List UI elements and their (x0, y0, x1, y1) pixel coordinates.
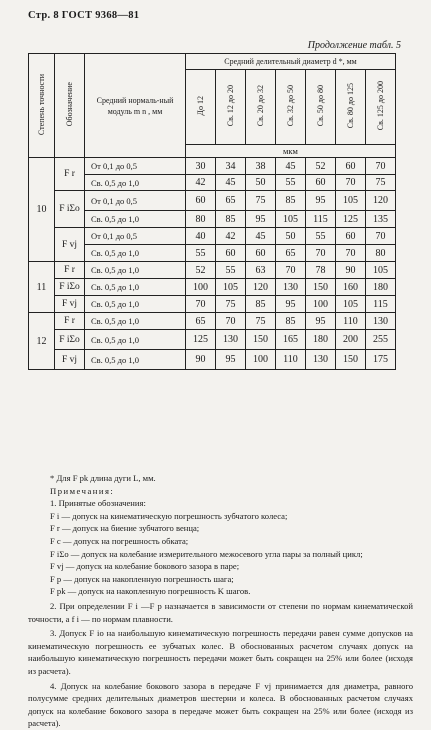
accuracy-grade: 11 (29, 262, 55, 313)
module-range: Св. 0,5 до 1,0 (85, 175, 186, 191)
note-item: F c — допуск на погрешность обката; (50, 535, 189, 546)
tolerance-value: 105 (366, 262, 396, 279)
diameter-col-header: Св. 80 до 125 (336, 70, 366, 145)
tolerance-value: 75 (216, 296, 246, 313)
header-unit: мкм (186, 145, 396, 158)
tolerance-symbol: F r (55, 158, 85, 191)
tolerance-value: 65 (216, 191, 246, 211)
accuracy-grade: 10 (29, 158, 55, 262)
table-row (29, 330, 396, 350)
tolerance-value: 85 (276, 313, 306, 330)
notes-block (28, 472, 413, 730)
note-item: F i — допуск на кинематическую погрешность зубчатого колеса; (50, 510, 288, 521)
table-row (29, 211, 396, 228)
tolerance-value: 200 (336, 330, 366, 350)
tolerance-value: 100 (186, 279, 216, 296)
tolerance-value: 90 (186, 350, 216, 370)
tolerance-symbol: F vj (55, 350, 85, 370)
table-row (29, 279, 396, 296)
tolerance-symbol: F iΣo (55, 191, 85, 228)
module-range: Св. 0,5 до 1,0 (85, 330, 186, 350)
tolerance-value: 85 (216, 211, 246, 228)
note-item: 1. Принятые обозначения: (50, 498, 146, 509)
tolerance-value: 65 (276, 245, 306, 262)
table-row (29, 228, 396, 245)
tolerance-value: 180 (366, 279, 396, 296)
module-range: Св. 0,5 до 1,0 (85, 350, 186, 370)
tolerance-value: 105 (276, 211, 306, 228)
table-row (29, 245, 396, 262)
tolerance-value: 70 (366, 228, 396, 245)
tolerance-value: 95 (306, 313, 336, 330)
tolerance-value: 45 (216, 175, 246, 191)
tolerance-value: 60 (186, 191, 216, 211)
tolerance-value: 75 (246, 191, 276, 211)
table-row (29, 262, 396, 279)
tolerance-value: 125 (186, 330, 216, 350)
tolerance-value: 70 (216, 313, 246, 330)
note-item: F pk — допуск на накопленную погрешность K шагов. (50, 586, 251, 597)
tolerance-value: 42 (186, 175, 216, 191)
tolerance-value: 50 (276, 228, 306, 245)
diameter-col-header: Св. 50 до 80 (306, 70, 336, 145)
tolerance-table (28, 53, 396, 370)
tolerance-value: 95 (306, 191, 336, 211)
tolerance-value: 60 (336, 158, 366, 175)
note-item: F r — допуск на биение зубчатого венца; (50, 523, 200, 534)
header-accuracy-grade: Степень точности (29, 54, 55, 158)
tolerance-symbol: F vj (55, 296, 85, 313)
table-row (29, 350, 396, 370)
table-row (29, 191, 396, 211)
tolerance-symbol: F vj (55, 228, 85, 262)
tolerance-value: 30 (186, 158, 216, 175)
diameter-col-header: Св. 20 до 32 (246, 70, 276, 145)
tolerance-value: 50 (246, 175, 276, 191)
note-item: 4. Допуск на колебание бокового зазора в передаче F vj принимается для диаметра, равного полусумме средних делительных диаметров шестерни и колеса. В обоснованных расчетом случаях допуск на колебание бокового зазора в передаче может быть сокращен на 25% или более (исходя из расчета). (28, 680, 413, 729)
module-range: От 0,1 до 0,5 (85, 191, 186, 211)
tolerance-value: 150 (306, 279, 336, 296)
tolerance-value: 100 (306, 296, 336, 313)
tolerance-value: 130 (306, 350, 336, 370)
tolerance-symbol: F iΣo (55, 330, 85, 350)
module-range: От 0,1 до 0,5 (85, 228, 186, 245)
tolerance-value: 70 (186, 296, 216, 313)
tolerance-value: 55 (216, 262, 246, 279)
tolerance-value: 115 (366, 296, 396, 313)
tolerance-value: 130 (216, 330, 246, 350)
tolerance-value: 120 (246, 279, 276, 296)
tolerance-value: 105 (216, 279, 246, 296)
tolerance-value: 70 (306, 245, 336, 262)
note-item: F vj — допуск на колебание бокового зазора в паре; (50, 561, 240, 572)
accuracy-grade: 12 (29, 313, 55, 370)
note-item: 3. Допуск F io на наибольшую кинематическую погрешность передачи равен сумме допусков на кинематическую погрешность ее зубчатых колес. В обоснованных расчетом случаях допуск на наибольшую кинематическую погрешность передачи может быть сокращен на 25% или более (исходя из расчета). (28, 628, 413, 676)
tolerance-value: 38 (246, 158, 276, 175)
tolerance-value: 130 (366, 313, 396, 330)
tolerance-value: 80 (186, 211, 216, 228)
module-range: Св. 0,5 до 1,0 (85, 245, 186, 262)
tolerance-value: 80 (366, 245, 396, 262)
tolerance-value: 135 (366, 211, 396, 228)
tolerance-value: 85 (246, 296, 276, 313)
tolerance-value: 70 (336, 245, 366, 262)
tolerance-value: 55 (306, 228, 336, 245)
note-item: 2. При определении F i —F p назначается в зависимости от степени по нормам кинематической точности, а f i — по нормам плавности. (28, 600, 413, 624)
header-diameter: Средний делительный диаметр d *, мм (186, 54, 396, 70)
table-row (29, 296, 396, 313)
tolerance-value: 63 (246, 262, 276, 279)
tolerance-value: 160 (336, 279, 366, 296)
module-range: Св. 0,5 до 1,0 (85, 262, 186, 279)
header-symbol: Обозначение (55, 54, 85, 158)
tolerance-value: 180 (306, 330, 336, 350)
notes-heading: Примечания: (50, 485, 115, 496)
tolerance-value: 70 (276, 262, 306, 279)
tolerance-value: 75 (246, 313, 276, 330)
diameter-col-header: Св. 12 до 20 (216, 70, 246, 145)
tolerance-value: 60 (216, 245, 246, 262)
tolerance-value: 110 (276, 350, 306, 370)
tolerance-value: 75 (366, 175, 396, 191)
note-item: F p — допуск на накопленную погрешность шага; (50, 573, 234, 584)
tolerance-value: 60 (306, 175, 336, 191)
page-header: Стр. 8 ГОСТ 9368—81 (28, 10, 140, 21)
diameter-col-header: Св. 125 до 200 (366, 70, 396, 145)
tolerance-value: 255 (366, 330, 396, 350)
tolerance-value: 45 (246, 228, 276, 245)
tolerance-value: 130 (276, 279, 306, 296)
tolerance-value: 105 (336, 191, 366, 211)
header-module: Средний нормаль-ный модуль m n , мм (85, 54, 186, 158)
tolerance-value: 52 (306, 158, 336, 175)
tolerance-value: 165 (276, 330, 306, 350)
tolerance-value: 34 (216, 158, 246, 175)
module-range: Св. 0,5 до 1,0 (85, 279, 186, 296)
table-row (29, 313, 396, 330)
tolerance-value: 115 (306, 211, 336, 228)
tolerance-value: 60 (246, 245, 276, 262)
module-range: От 0,1 до 0,5 (85, 158, 186, 175)
diameter-col-header: До 12 (186, 70, 216, 145)
tolerance-symbol: F iΣo (55, 279, 85, 296)
note-item: F iΣo — допуск на колебание измерительного межосевого угла пары за полный цикл; (50, 548, 363, 559)
tolerance-value: 78 (306, 262, 336, 279)
tolerance-value: 150 (336, 350, 366, 370)
tolerance-value: 55 (276, 175, 306, 191)
tolerance-value: 95 (216, 350, 246, 370)
tolerance-value: 85 (276, 191, 306, 211)
table-row (29, 175, 396, 191)
table-continuation-title: Продолжение табл. 5 (307, 40, 401, 51)
tolerance-value: 45 (276, 158, 306, 175)
tolerance-symbol: F r (55, 313, 85, 330)
tolerance-value: 125 (336, 211, 366, 228)
footnote: * Для F pk длина дуги L, мм. (50, 473, 156, 483)
tolerance-value: 100 (246, 350, 276, 370)
tolerance-value: 60 (336, 228, 366, 245)
module-range: Св. 0,5 до 1,0 (85, 313, 186, 330)
tolerance-value: 65 (186, 313, 216, 330)
tolerance-value: 120 (366, 191, 396, 211)
tolerance-value: 95 (276, 296, 306, 313)
tolerance-value: 150 (246, 330, 276, 350)
tolerance-value: 70 (336, 175, 366, 191)
tolerance-value: 105 (336, 296, 366, 313)
diameter-col-header: Св. 32 до 50 (276, 70, 306, 145)
tolerance-value: 90 (336, 262, 366, 279)
tolerance-value: 70 (366, 158, 396, 175)
tolerance-value: 52 (186, 262, 216, 279)
module-range: Св. 0,5 до 1,0 (85, 211, 186, 228)
tolerance-value: 55 (186, 245, 216, 262)
tolerance-value: 40 (186, 228, 216, 245)
tolerance-value: 95 (246, 211, 276, 228)
module-range: Св. 0,5 до 1,0 (85, 296, 186, 313)
tolerance-symbol: F r (55, 262, 85, 279)
tolerance-value: 110 (336, 313, 366, 330)
tolerance-value: 42 (216, 228, 246, 245)
tolerance-value: 175 (366, 350, 396, 370)
table-row (29, 158, 396, 175)
